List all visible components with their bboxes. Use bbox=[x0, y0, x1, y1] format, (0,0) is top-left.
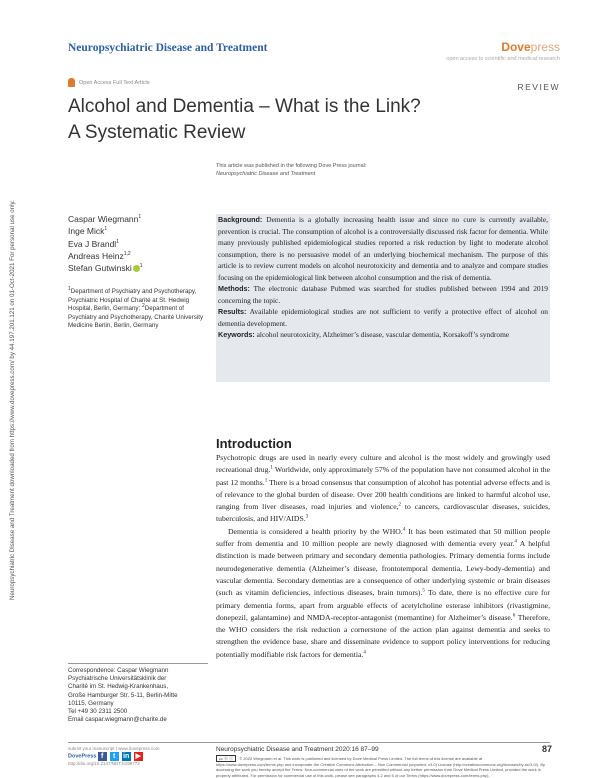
publisher-logo[interactable]: Dovepress bbox=[501, 40, 560, 54]
divider bbox=[68, 742, 550, 743]
article-title: Alcohol and Dementia – What is the Link? A Systematic Review bbox=[68, 96, 421, 143]
twitter-icon[interactable]: t bbox=[110, 752, 119, 761]
author[interactable]: Eva J Brandl$^1$ bbox=[68, 238, 119, 249]
linkedin-icon[interactable]: in bbox=[123, 753, 130, 760]
license-text: cc ⓑ ⓢ © 2020 Wiegmann et al. This work is published and licensed by Dove Medical Press Limited. The full terms of this license are available at https://www.dovepress.com/terms.php and incorporate the Creative Commons Attribution – Non Commercial (unported, v3.0) License (http://creativecommons.org/licenses/by-nc/3.0/). By accessing the work you hereby accept the Terms. Non-commercial uses of the work are permitted without any further permission from Dove Medical Press Limited, provided the work is properly attributed. For permission for commercial use of this work, please see paragraphs 4.2 and 5 of our Terms (https://www.dovepress.com/terms.php). bbox=[216, 756, 546, 778]
submit-link[interactable]: submit your manuscript | www.dovepress.com bbox=[68, 746, 160, 751]
paragraph: Dementia is considered a health priority by the WHO.$^4$ It has been estimated that 50 million people suffer from dementia and 10 million people are newly diagnosed with dementia every year.$^4$ A helpful distinction is made between primary and secondary dementia pathologies. Primary dementia forms include neurodegenerative dementia (Alzheimer’s disease, frontotemporal dementia, Lewy-body-dementia) and vascular dementia. Secondary dementias are a consequence of other underlying systemic or brain diseases (such as vitamin deficiencies, infectious diseases, brain tumors).$^5$ To date, there is no effective cure for primary dementia forms, apart from arguable effects of acetylcholine esterase inhibitors (rivastigmine, donepezil, galantamine) and NMDA-receptor-antagonist (memantine) for Alzheimer’s disease.$^6$ Therefore, the WHO considers the risk reduction a cornerstone of the action plan against dementia and seeks to strengthen the evidence base, share and disseminate evidence to support policy interventions for reducing potentially modifiable risk factors for dementia.$^4$ bbox=[216, 526, 550, 659]
open-access-label: Open Access Full Text Article bbox=[68, 78, 150, 87]
journal-name[interactable]: Neuropsychiatric Disease and Treatment bbox=[68, 42, 268, 54]
page-number: 87 bbox=[541, 744, 552, 754]
affiliations: $^1$Department of Psychiatry and Psychotherapy, Psychiatric Hospital of Charité at St. Hedwig Hospital, Berlin, Germany; $^2$Department of Psychiatry and Psychotherapy, Charité University Medicine Berlin, Berlin, Germany bbox=[68, 285, 204, 330]
footer-journal-info: Neuropsychiatric Disease and Treatment 2020:16 87–99 bbox=[216, 746, 379, 753]
article-type: REVIEW bbox=[517, 82, 560, 92]
paragraph: Psychotropic drugs are used in nearly every culture and alcohol is the most widely and growingly used recreational drug.$^1$ Worldwide, only approximately 57% of the population have not consumed alcohol in the past 12 months.$^1$ There is a broad consensus that consumption of alcohol has potential adverse effects and is of relevance to the global burden of disease. Over 200 health conditions are linked to harmful alcohol use, ranging from liver diseases, road injuries and violence,$^2$ to cancers, cardiovascular diseases, suicides, tuberculosis, and HIV/AIDS.$^3$ bbox=[216, 453, 550, 524]
open-access-icon bbox=[68, 78, 75, 87]
youtube-icon[interactable]: ▶ bbox=[135, 753, 141, 760]
facebook-icon[interactable]: f bbox=[98, 752, 107, 761]
divider bbox=[68, 663, 208, 664]
publisher-tagline: open access to scientific and medical research bbox=[446, 56, 560, 62]
section-heading: Introduction bbox=[216, 436, 292, 451]
author[interactable]: Andreas Heinz$^{1,2}$ bbox=[68, 250, 131, 261]
download-side-note: Neuropsychiatric Disease and Treatment downloaded from https://www.dovepress.com/ by 44.197.201.121 on 01-Oct-2021 For personal use only. bbox=[9, 200, 16, 600]
author-list bbox=[68, 213, 143, 274]
introduction-body bbox=[216, 452, 550, 661]
email-link[interactable]: Email caspar.wiegmann@charite.de bbox=[68, 716, 167, 724]
abstract-box: Background: Dementia is a globally increasing health issue and since no cure is currently available, prevention is crucial. The consumption of alcohol is a controversially discussed risk factor for dementia. While many previously published epidemiological studies reported a risk reduction by light to moderate alcohol consumption, there is no persuasive model of an underlying biochemical mechanism. The purpose of this article is to review current models on alcohol neurotoxicity and dementia and to analyze and compare studies focusing on the epidemiological link between alcohol consumption and the risk of dementia. Methods: The electronic database Pubmed was searched for studies published between 1994 and 2019 concerning the topic. Results: Available epidemiological studies are not sufficient to verify a protective effect of alcohol on dementia development. Keywords: alcohol neurotoxicity, Alzheimer’s disease, vascular dementia, Korsakoff’s syndrome bbox=[216, 214, 550, 382]
cc-license-icon[interactable]: cc ⓑ ⓢ bbox=[216, 755, 236, 762]
footer-submit bbox=[68, 746, 208, 767]
author[interactable]: Inge Mick$^1$ bbox=[68, 226, 108, 237]
dovepress-logo[interactable]: DovePress bbox=[68, 753, 97, 760]
orcid-icon[interactable] bbox=[133, 265, 140, 272]
correspondence: Correspondence: Caspar Wiegmann Psychiatrische Universitätsklinik der Charité im St. Hedwig-Krankenhaus, Große Hamburger Str. 5-11, Berlin-Mitte 10115, Germany Tel +49 30 2311 2500 Email caspar.wiegmann@charite.de bbox=[68, 667, 208, 724]
author[interactable]: Stefan Gutwinski $^1$ bbox=[68, 263, 143, 274]
author[interactable]: Caspar Wiegmann$^1$ bbox=[68, 214, 142, 224]
doi-link[interactable]: http://doi.org/10.2147/NDT.S198772 bbox=[68, 761, 140, 766]
publication-note: This article was published in the following Dove Press journal: Neuropsychiatric Disease and Treatment bbox=[216, 163, 367, 177]
